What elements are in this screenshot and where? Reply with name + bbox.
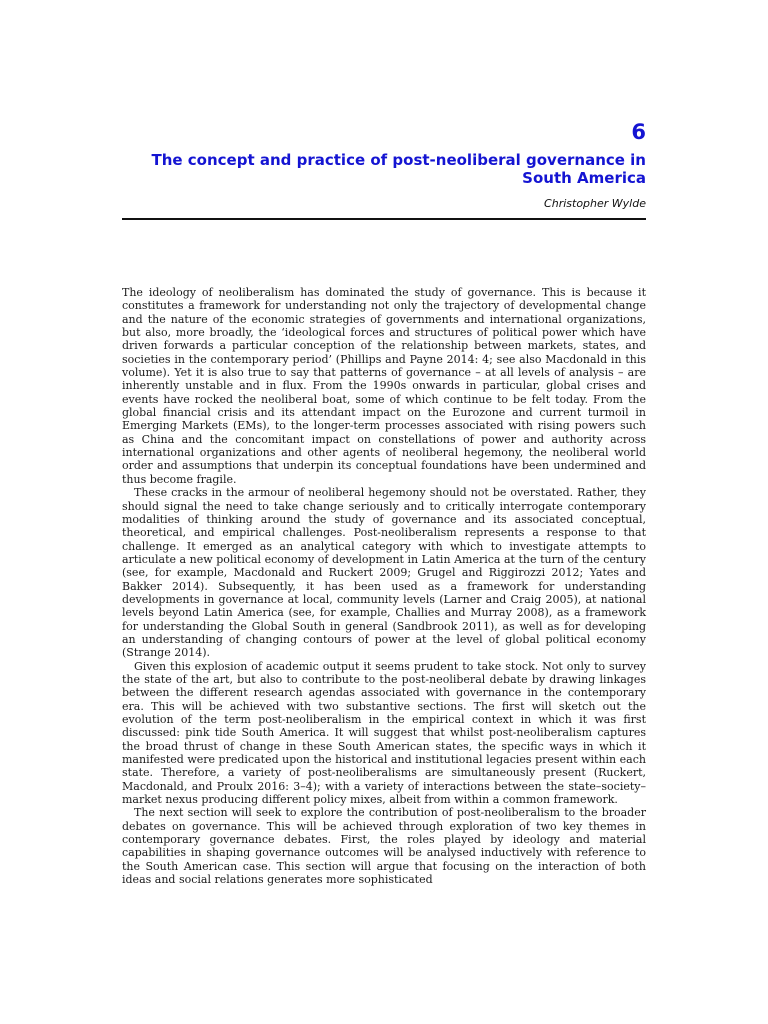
title-divider [122, 218, 646, 220]
body-text [122, 286, 646, 886]
chapter-title [122, 151, 646, 187]
paragraph-1: The ideology of neoliberalism has dominated the study of governance. This is because it constitutes a framework for understanding not only the trajectory of developmental change and the nature of the economic strategies of governments and international organizations, but also, more broadly, the ‘ideological forces and structures of political power which have driven forwards a particular conception of the relationship between markets, states, and societies in the contemporary period’ (Phillips and Payne 2014: 4; see also Macdonald in this volume). Yet it is also true to say that patterns of governance – at all levels of analysis – are inherently unstable and in flux. From the 1990s onwards in particular, global crises and events have rocked the neoliberal boat, some of which continue to be felt today. From the global financial crisis and its attendant impact on the Eurozone and current turmoil in Emerging Markets (EMs), to the longer-term processes associated with rising powers such as China and the concomitant impact on constellations of power and authority across international organizations and other agents of neoliberal hegemony, the neoliberal world order and assumptions that underpin its conceptual foundations have been undermined and thus become fragile. [122, 286, 646, 486]
paragraph-3: Given this explosion of academic output it seems prudent to take stock. Not only to survey the state of the art, but also to contribute to the post-neoliberal debate by drawing linkages between the different research agendas associated with governance in the contemporary era. This will be achieved with two substantive sections. The first will sketch out the evolution of the term post-neoliberalism in the empirical context in which it was first discussed: pink tide South America. It will suggest that whilst post-neoliberalism captures the broad thrust of change in these South American states, the specific ways in which it manifested were predicated upon the historical and institutional legacies present within each state. Therefore, a variety of post-neoliberalisms are simultaneously present (Ruckert, Macdonald, and Proulx 2016: 3–4); with a variety of interactions between the state–society–market nexus producing different policy mixes, albeit from within a common framework. [122, 659, 646, 807]
chapter-number: 6 [631, 120, 646, 144]
chapter-title-line-2: South America [522, 169, 646, 187]
chapter-title-line-1: The concept and practice of post-neoliberal governance in [151, 151, 646, 169]
paragraph-4: The next section will seek to explore the contribution of post-neoliberalism to the broader debates on governance. This will be achieved through exploration of two key themes in contemporary governance debates. First, the roles played by ideology and material capabilities in shaping governance outcomes will be analysed inductively with reference to the South American case. This section will argue that focusing on the interaction of both ideas and social relations generates more sophisticated [122, 806, 646, 887]
paragraph-2: These cracks in the armour of neoliberal hegemony should not be overstated. Rather, they should signal the need to take change seriously and to critically interrogate contemporary modalities of thinking around the study of governance and its associated conceptual, theoretical, and empirical challenges. Post-neoliberalism represents a response to that challenge. It emerged as an analytical category with which to investigate attempts to articulate a new political economy of development in Latin America at the turn of the century (see, for example, Macdonald and Ruckert 2009; Grugel and Riggirozzi 2012; Yates and Bakker 2014). Subsequently, it has been used as a framework for understanding developments in governance at local, community levels (Larner and Craig 2005), at national levels beyond Latin America (see, for example, Challies and Murray 2008), as a framework for understanding the Global South in general (Sandbrook 2011), as well as for developing an understanding of changing contours of power at the level of global political economy (Strange 2014). [122, 486, 646, 660]
chapter-author: Christopher Wylde [544, 197, 646, 210]
